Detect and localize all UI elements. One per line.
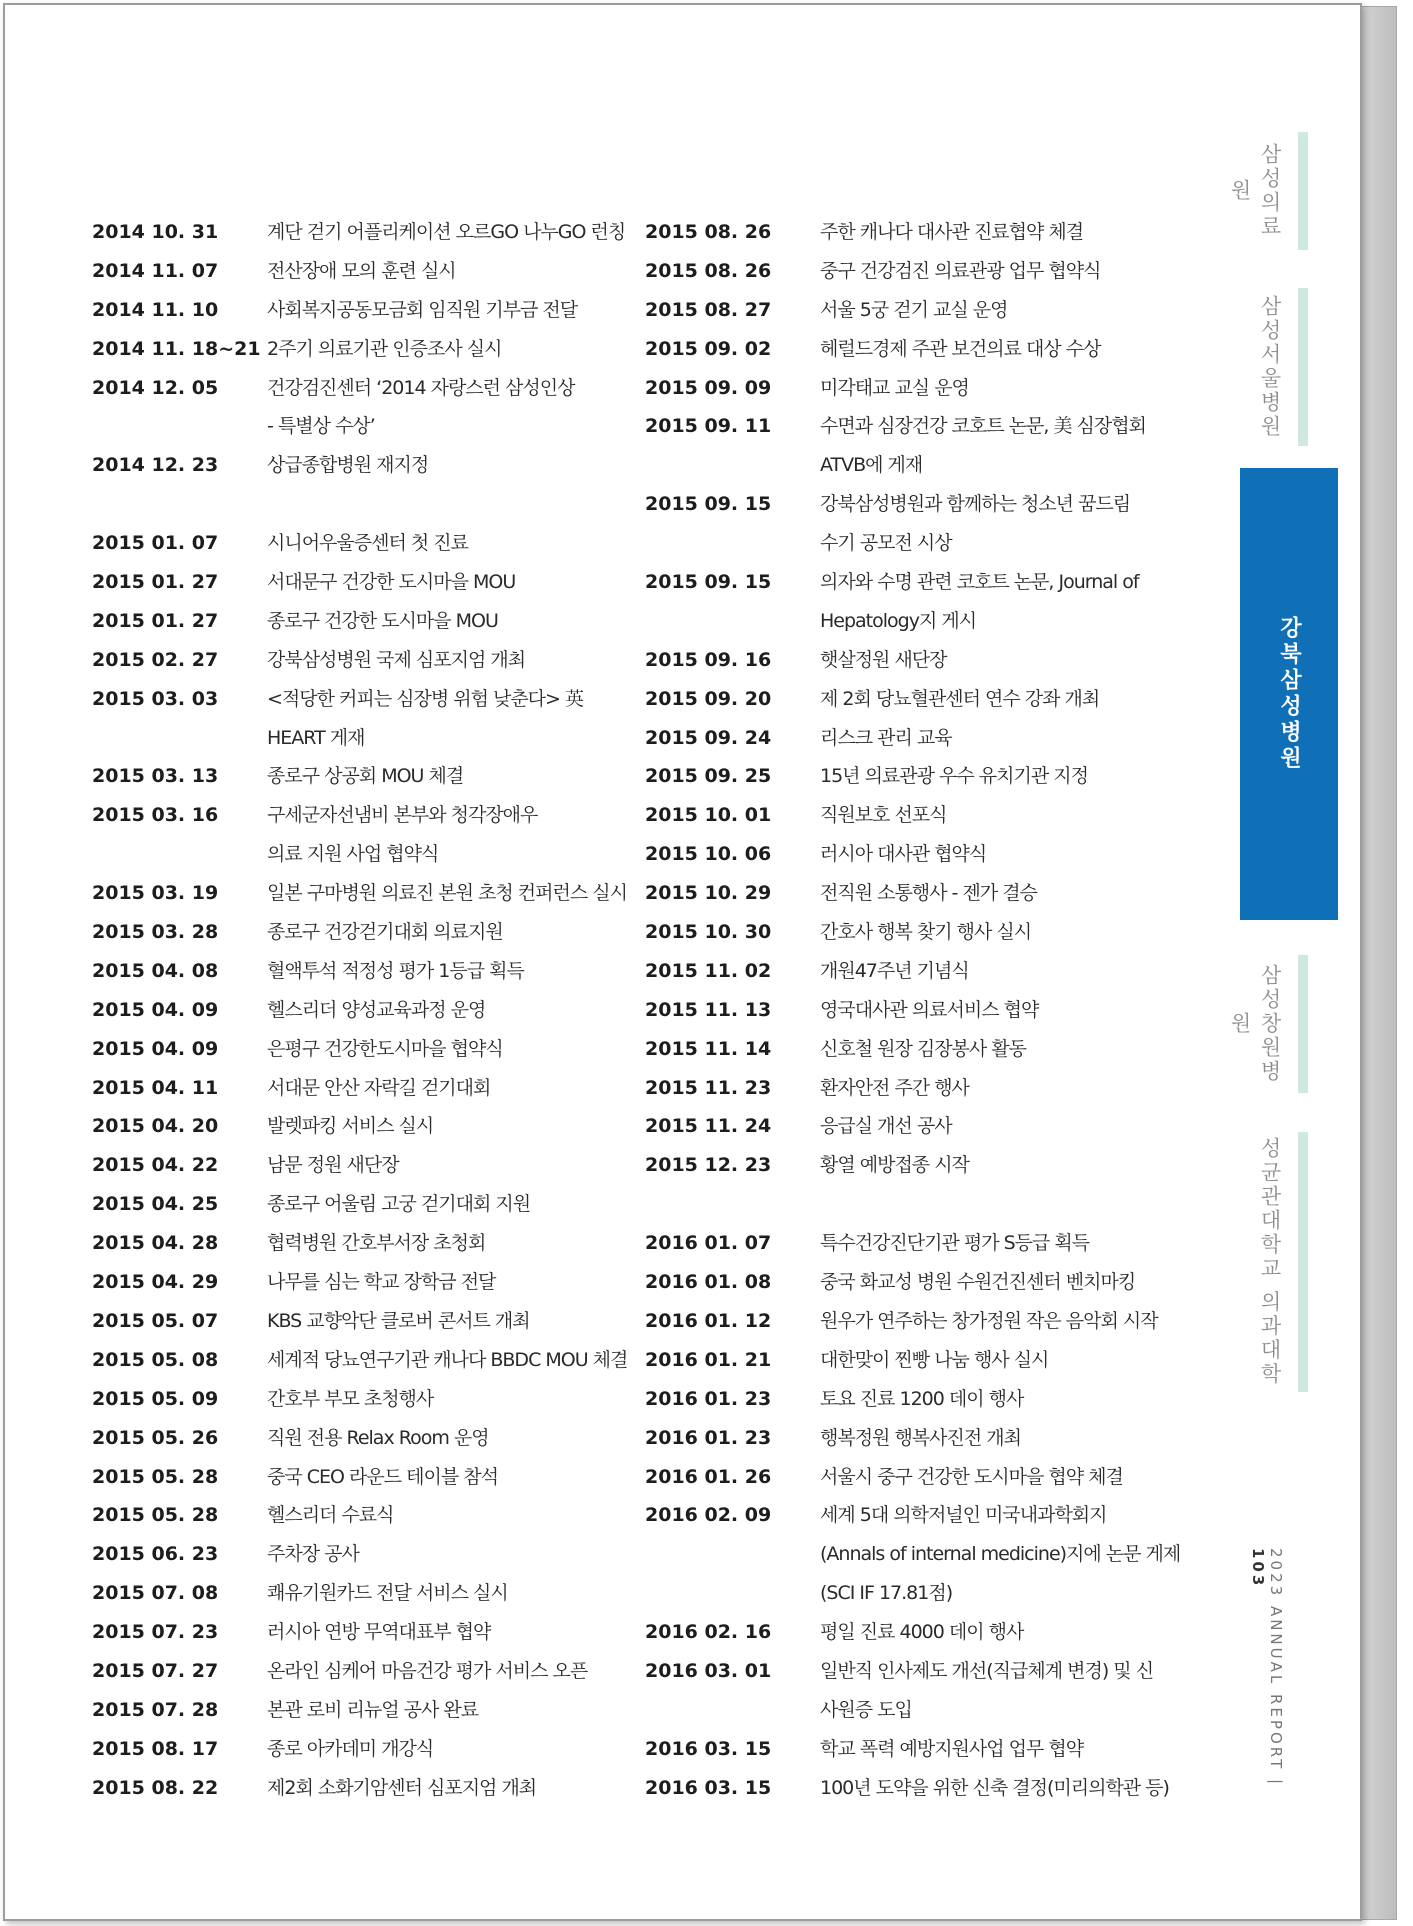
timeline-date: 2015 09. 15 (645, 493, 772, 516)
timeline-date: 2015 12. 23 (645, 1154, 772, 1177)
timeline-row (645, 1148, 1205, 1187)
timeline-event: 의료 지원 사업 협약식 (267, 843, 439, 866)
timeline-date: 2016 01. 23 (645, 1387, 772, 1410)
timeline-event: 평일 진료 4000 데이 행사 (820, 1621, 1024, 1644)
timeline-date: 2015 03. 28 (92, 921, 219, 944)
timeline-date: 2015 06. 23 (92, 1543, 219, 1566)
timeline-event: 신호철 원장 김장봉사 활동 (820, 1037, 1027, 1060)
timeline-event: 남문 정원 새단장 (267, 1154, 399, 1177)
sidebar-bar-5 (1298, 1132, 1308, 1392)
timeline-row (92, 1109, 652, 1148)
timeline-date: 2015 04. 11 (92, 1076, 219, 1099)
timeline-row (645, 1343, 1205, 1382)
timeline-event: 대한맞이 찐빵 나눔 행사 실시 (820, 1348, 1049, 1371)
timeline-event: 간호부 부모 초청행사 (267, 1387, 434, 1410)
timeline-date: 2016 01. 07 (645, 1232, 772, 1255)
timeline-date: 2016 02. 16 (645, 1621, 772, 1644)
timeline-date: 2014 11. 07 (92, 259, 219, 282)
timeline-event: (Annals of internal medicine)지에 논문 게제 (820, 1543, 1181, 1566)
timeline-event: 영국대사관 의료서비스 협약 (820, 998, 1039, 1021)
timeline-row (645, 604, 1205, 643)
timeline-row (645, 876, 1205, 915)
timeline-date: 2015 05. 28 (92, 1504, 219, 1527)
sidebar-item-samsung-seoul[interactable]: 삼성서울병원 (1258, 295, 1282, 439)
timeline-date: 2015 10. 30 (645, 921, 772, 944)
timeline-date: 2015 08. 22 (92, 1776, 219, 1799)
timeline-event: 토요 진료 1200 데이 행사 (820, 1387, 1024, 1410)
timeline-date: 2015 05. 28 (92, 1465, 219, 1488)
timeline-row (92, 371, 652, 410)
report-label: 2023 ANNUAL REPORT (1267, 1548, 1285, 1772)
timeline-date: 2015 03. 13 (92, 765, 219, 788)
timeline-event: 리스크 관리 교육 (820, 726, 952, 749)
timeline-event: 러시아 연방 무역대표부 협약 (267, 1621, 491, 1644)
timeline-date: 2015 02. 27 (92, 648, 219, 671)
timeline-row (92, 448, 652, 487)
timeline-row (645, 215, 1205, 254)
timeline-event: 러시아 대사관 협약식 (820, 843, 987, 866)
timeline-row (92, 1771, 652, 1810)
timeline-row (92, 1576, 652, 1615)
timeline-row (92, 604, 652, 643)
timeline-row (92, 293, 652, 332)
timeline-row (92, 721, 652, 760)
timeline-event: 종로구 상공회 MOU 체결 (267, 765, 464, 788)
timeline-event: 주한 캐나다 대사관 진료협약 체결 (820, 221, 1084, 243)
timeline-row (92, 1226, 652, 1265)
timeline-row (92, 1265, 652, 1304)
timeline-row (645, 1615, 1205, 1654)
timeline-event: 은평구 건강한도시마을 협약식 (267, 1037, 503, 1060)
timeline-date: 2015 10. 06 (645, 843, 772, 866)
timeline-date: 2015 08. 26 (645, 259, 772, 282)
timeline-date: 2015 05. 08 (92, 1348, 219, 1371)
sidebar-item-samsung-changwon[interactable]: 삼성창원병원 (1228, 964, 1282, 1084)
timeline-row (92, 1537, 652, 1576)
sidebar-item-kangbuk-samsung[interactable] (1240, 468, 1338, 920)
timeline-date: 2015 11. 23 (645, 1076, 772, 1099)
timeline-event: 온라인 심케어 마음건강 평가 서비스 오픈 (267, 1659, 588, 1682)
timeline-event: 서대문 안산 자락길 걷기대회 (267, 1076, 491, 1099)
timeline-event: 수면과 심장건강 코호트 논문, 美 심장협회 (820, 415, 1146, 438)
timeline-row (92, 1460, 652, 1499)
timeline-event: 나무를 심는 학교 장학금 전달 (267, 1271, 496, 1294)
timeline-row (645, 915, 1205, 954)
timeline-date: 2015 05. 26 (92, 1426, 219, 1449)
timeline-date: 2014 12. 23 (92, 454, 219, 477)
timeline-event: 헬스리더 수료식 (267, 1504, 394, 1527)
timeline-event: (SCI IF 17.81점) (820, 1582, 953, 1605)
timeline-row (645, 409, 1205, 448)
timeline-event: 의자와 수명 관련 코호트 논문, Journal of (820, 571, 1139, 594)
timeline-date: 2015 01. 07 (92, 532, 219, 555)
timeline-row (92, 1693, 652, 1732)
timeline-event: 강북삼성병원과 함께하는 청소년 꿈드림 (820, 493, 1131, 516)
timeline-row (92, 915, 652, 954)
timeline-row (92, 487, 652, 526)
timeline-row (92, 1732, 652, 1771)
timeline-event: 간호사 행복 찾기 행사 실시 (820, 921, 1032, 944)
timeline-event: - 특별상 수상’ (267, 415, 375, 438)
timeline-event: 서대문구 건강한 도시마을 MOU (267, 571, 516, 594)
timeline-row (645, 798, 1205, 837)
annual-report-footer: 2023 ANNUAL REPORT | 103 (1249, 1548, 1285, 1788)
timeline-row (645, 1109, 1205, 1148)
timeline-row (92, 1071, 652, 1110)
timeline-event: 종로구 건강한 도시마을 MOU (267, 609, 498, 632)
timeline-row (92, 993, 652, 1032)
timeline-date: 2015 09. 09 (645, 376, 772, 399)
timeline-row (645, 1226, 1205, 1265)
timeline-date: 2015 09. 20 (645, 687, 772, 710)
page-number: 103 (1249, 1548, 1267, 1589)
timeline-date: 2016 01. 08 (645, 1271, 772, 1294)
timeline-date: 2015 07. 23 (92, 1621, 219, 1644)
timeline-row (92, 215, 652, 254)
timeline-date: 2015 09. 24 (645, 726, 772, 749)
timeline-date: 2015 10. 01 (645, 804, 772, 827)
timeline-event: 서울 5궁 걷기 교실 운영 (820, 298, 1008, 321)
timeline-row (645, 293, 1205, 332)
timeline-left-column (92, 215, 652, 1810)
timeline-event: 황열 예방접종 시작 (820, 1154, 969, 1177)
timeline-event: 행복정원 행복사진전 개최 (820, 1426, 1021, 1449)
timeline-row (645, 1265, 1205, 1304)
timeline-row (645, 837, 1205, 876)
timeline-row (92, 1654, 652, 1693)
sidebar-item-samsung-medical[interactable]: 삼성의료원 (1228, 143, 1282, 239)
timeline-date: 2015 04. 22 (92, 1154, 219, 1177)
sidebar-bar-1 (1298, 132, 1308, 250)
timeline-event: 100년 도약을 위한 신축 결정(미리의학관 등) (820, 1776, 1169, 1799)
timeline-event: 일반직 인사제도 개선(직급체계 변경) 및 신 (820, 1659, 1154, 1682)
timeline-row (645, 1071, 1205, 1110)
timeline-date: 2016 02. 09 (645, 1504, 772, 1527)
timeline-row (92, 332, 652, 371)
timeline-row (92, 876, 652, 915)
timeline-event: 시니어우울증센터 첫 진료 (267, 532, 468, 555)
timeline-date: 2016 01. 12 (645, 1309, 772, 1332)
timeline-row (645, 1576, 1205, 1615)
timeline-event: 헬스리더 양성교육과정 운영 (267, 998, 486, 1021)
timeline-event: 종로구 건강걷기대회 의료지원 (267, 921, 503, 944)
timeline-row (92, 837, 652, 876)
timeline-date: 2015 11. 02 (645, 959, 772, 982)
timeline-event: 세계 5대 의학저널인 미국내과학회지 (820, 1504, 1107, 1527)
timeline-row (645, 332, 1205, 371)
timeline-row (92, 1343, 652, 1382)
timeline-row (645, 371, 1205, 410)
timeline-row (92, 643, 652, 682)
timeline-row (92, 1615, 652, 1654)
timeline-row (92, 1187, 652, 1226)
timeline-event: 제2회 소화기암센터 심포지엄 개최 (267, 1776, 537, 1799)
timeline-row (645, 1693, 1205, 1732)
timeline-event: Hepatology지 게시 (820, 609, 977, 632)
timeline-date: 2015 05. 07 (92, 1309, 219, 1332)
timeline-date: 2015 09. 16 (645, 648, 772, 671)
timeline-event: 전직원 소통행사 - 젠가 결승 (820, 882, 1037, 905)
timeline-event: 전산장애 모의 훈련 실시 (267, 259, 456, 282)
timeline-row (645, 1460, 1205, 1499)
timeline-date: 2015 11. 13 (645, 998, 772, 1021)
timeline-row (645, 526, 1205, 565)
timeline-date: 2015 01. 27 (92, 571, 219, 594)
timeline-date: 2015 07. 27 (92, 1659, 219, 1682)
timeline-date: 2015 09. 15 (645, 571, 772, 594)
timeline-row (645, 1771, 1205, 1810)
timeline-event: 상급종합병원 재지정 (267, 454, 429, 477)
timeline-event: 협력병원 간호부서장 초청회 (267, 1232, 486, 1255)
timeline-row (645, 643, 1205, 682)
timeline-row (645, 1421, 1205, 1460)
timeline-event: 사원증 도입 (820, 1698, 912, 1721)
timeline-row (92, 1498, 652, 1537)
timeline-row (645, 448, 1205, 487)
timeline-row (645, 954, 1205, 993)
timeline-date: 2015 04. 09 (92, 998, 219, 1021)
timeline-row (645, 682, 1205, 721)
timeline-date: 2014 10. 31 (92, 221, 219, 243)
timeline-row (92, 682, 652, 721)
timeline-date: 2016 01. 26 (645, 1465, 772, 1488)
timeline-event: ATVB에 게재 (820, 454, 923, 477)
timeline-row (92, 409, 652, 448)
timeline-event: 종로구 어울림 고궁 걷기대회 지원 (267, 1193, 531, 1216)
timeline-event: 강북삼성병원 국제 심포지엄 개최 (267, 648, 526, 671)
timeline-event: 응급실 개선 공사 (820, 1115, 952, 1138)
timeline-row (92, 1421, 652, 1460)
timeline-date: 2015 03. 03 (92, 687, 219, 710)
timeline-row (645, 759, 1205, 798)
timeline-event: 원우가 연주하는 창가정원 작은 음악회 시작 (820, 1309, 1158, 1332)
timeline-event: 주차장 공사 (267, 1543, 359, 1566)
timeline-date: 2015 08. 27 (645, 298, 772, 321)
timeline-date: 2015 04. 09 (92, 1037, 219, 1060)
timeline-date: 2015 08. 26 (645, 221, 772, 243)
timeline-date: 2014 11. 10 (92, 298, 219, 321)
timeline-event: 환자안전 주간 행사 (820, 1076, 969, 1099)
timeline-right-column (645, 215, 1205, 1810)
sidebar-item-skku-medicine[interactable]: 성균관대학교 의과대학 (1258, 1137, 1282, 1387)
timeline-date: 2015 09. 02 (645, 337, 772, 360)
timeline-event: 중국 CEO 라운드 테이블 참석 (267, 1465, 498, 1488)
timeline-date: 2015 11. 14 (645, 1037, 772, 1060)
timeline-event: 중구 건강검진 의료관광 업무 협약식 (820, 259, 1101, 282)
timeline-event: 발렛파킹 서비스 실시 (267, 1115, 434, 1138)
timeline-row (645, 1032, 1205, 1071)
timeline-event: 중국 화교성 병원 수원건진센터 벤치마킹 (820, 1271, 1136, 1294)
timeline-row (92, 798, 652, 837)
timeline-row (645, 1654, 1205, 1693)
timeline-date: 2015 04. 29 (92, 1271, 219, 1294)
timeline-row (645, 993, 1205, 1032)
timeline-event: 쾌유기원카드 전달 서비스 실시 (267, 1582, 508, 1605)
timeline-row (645, 1304, 1205, 1343)
timeline-row (92, 526, 652, 565)
timeline-event: 구세군자선냄비 본부와 청각장애우 (267, 804, 538, 827)
sidebar-bar-4 (1298, 955, 1308, 1093)
timeline-date: 2016 03. 01 (645, 1659, 772, 1682)
timeline-date: 2015 01. 27 (92, 609, 219, 632)
timeline-event: 직원보호 선포식 (820, 804, 947, 827)
timeline-date: 2015 07. 28 (92, 1698, 219, 1721)
timeline-row (645, 1382, 1205, 1421)
timeline-event: 개원47주년 기념식 (820, 959, 969, 982)
sidebar-bar-2 (1298, 288, 1308, 446)
timeline-event: <적당한 커피는 심장병 위험 낮춘다> 英 (267, 687, 583, 710)
timeline-event: 15년 의료관광 우수 유치기관 지정 (820, 765, 1088, 788)
timeline-date: 2015 09. 25 (645, 765, 772, 788)
timeline-row (645, 565, 1205, 604)
sidebar-active-label: 강북삼성병원 (1276, 616, 1302, 772)
timeline-row (92, 759, 652, 798)
timeline-row (645, 1187, 1205, 1226)
timeline-row (92, 1382, 652, 1421)
timeline-event: HEART 게재 (267, 726, 365, 749)
timeline-row (92, 254, 652, 293)
timeline-row (92, 1148, 652, 1187)
timeline-date: 2015 03. 16 (92, 804, 219, 827)
timeline-event: 본관 로비 리뉴얼 공사 완료 (267, 1698, 479, 1721)
timeline-event: KBS 교향악단 클로버 콘서트 개최 (267, 1309, 530, 1332)
timeline-date: 2015 04. 08 (92, 959, 219, 982)
timeline-date: 2015 07. 08 (92, 1582, 219, 1605)
timeline-event: 헤럴드경제 주관 보건의료 대상 수상 (820, 337, 1101, 360)
timeline-event: 일본 구마병원 의료진 본원 초청 컨퍼런스 실시 (267, 882, 627, 905)
timeline-row (645, 1498, 1205, 1537)
timeline-event: 햇살정원 새단장 (820, 648, 947, 671)
timeline-row (645, 1537, 1205, 1576)
timeline-event: 수기 공모전 시상 (820, 532, 952, 555)
timeline-row (645, 1732, 1205, 1771)
timeline-event: 사회복지공동모금회 임직원 기부금 전달 (267, 298, 578, 321)
timeline-date: 2015 08. 17 (92, 1737, 219, 1760)
timeline-row (92, 1032, 652, 1071)
timeline-event: 계단 걷기 어플리케이션 오르GO 나누GO 런칭 (267, 221, 626, 243)
timeline-event: 미각태교 교실 운영 (820, 376, 969, 399)
timeline-event: 2주기 의료기관 인증조사 실시 (267, 337, 502, 360)
timeline-row (92, 954, 652, 993)
timeline-date: 2015 09. 11 (645, 415, 772, 438)
timeline-event: 직원 전용 Relax Room 운영 (267, 1426, 489, 1449)
timeline-date: 2015 04. 25 (92, 1193, 219, 1216)
timeline-date: 2014 12. 05 (92, 376, 219, 399)
timeline-event: 건강검진센터 ‘2014 자랑스런 삼성인상 (267, 376, 575, 399)
timeline-date: 2015 10. 29 (645, 882, 772, 905)
timeline-event: 제 2회 당뇨혈관센터 연수 강좌 개최 (820, 687, 1100, 710)
timeline-event: 종로 아카데미 개강식 (267, 1737, 434, 1760)
timeline-event: 세계적 당뇨연구기관 캐나다 BBDC MOU 체결 (267, 1348, 628, 1371)
timeline-row (92, 565, 652, 604)
timeline-date: 2015 04. 20 (92, 1115, 219, 1138)
timeline-row (645, 721, 1205, 760)
timeline-row (92, 1304, 652, 1343)
timeline-date: 2016 01. 21 (645, 1348, 772, 1371)
timeline-date: 2015 05. 09 (92, 1387, 219, 1410)
timeline-row (645, 254, 1205, 293)
timeline-event: 학교 폭력 예방지원사업 업무 협약 (820, 1737, 1084, 1760)
timeline-date: 2015 03. 19 (92, 882, 219, 905)
timeline-date: 2016 03. 15 (645, 1737, 772, 1760)
timeline-date: 2016 01. 23 (645, 1426, 772, 1449)
timeline-event: 서울시 중구 건강한 도시마을 협약 체결 (820, 1465, 1123, 1488)
timeline-date: 2014 11. 18~21 (92, 337, 261, 360)
timeline-event: 혈액투석 적정성 평가 1등급 획득 (267, 959, 524, 982)
timeline-date: 2016 03. 15 (645, 1776, 772, 1799)
timeline-date: 2015 11. 24 (645, 1115, 772, 1138)
timeline-row (645, 487, 1205, 526)
timeline-date: 2015 04. 28 (92, 1232, 219, 1255)
timeline-event: 특수건강진단기관 평가 S등급 획득 (820, 1232, 1090, 1255)
